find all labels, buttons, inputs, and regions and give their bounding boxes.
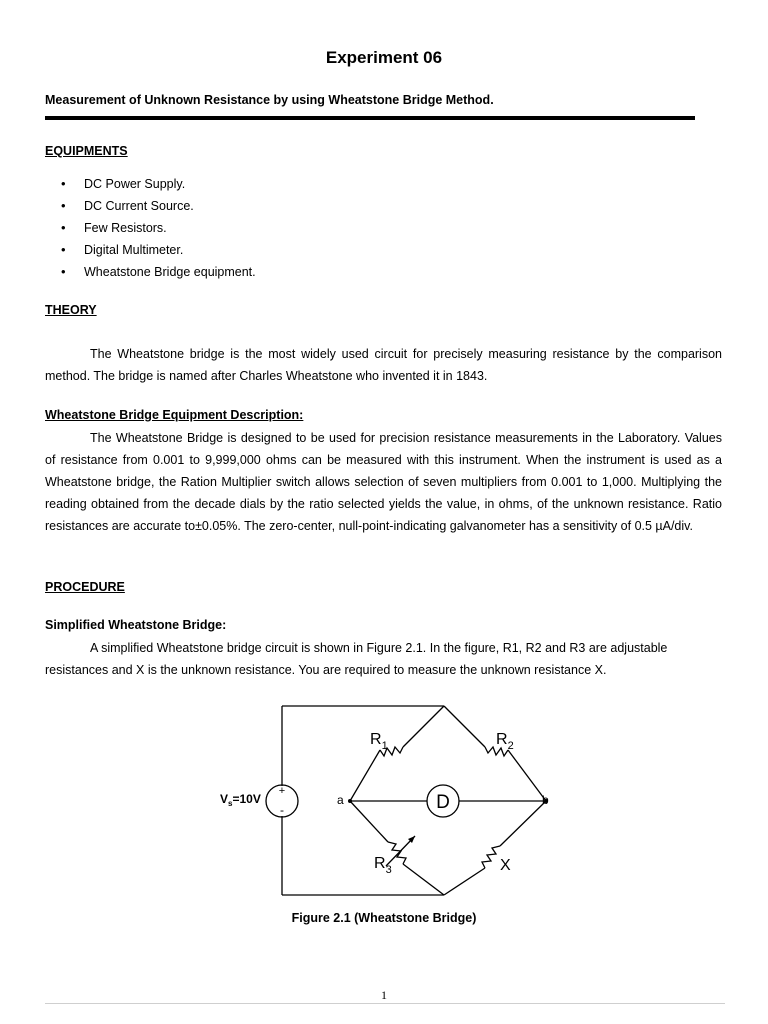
r2-subscript: 2 <box>507 740 514 752</box>
arm-r2-lower <box>508 750 546 801</box>
arm-r3-lower <box>403 864 444 895</box>
r3-subscript: 3 <box>385 864 392 876</box>
arm-r3-upper <box>350 801 388 842</box>
node-a-dot <box>348 799 352 803</box>
source-plus: + <box>278 785 286 797</box>
experiment-subtitle: Measurement of Unknown Resistance by using Wheatstone Bridge Method. <box>45 93 494 107</box>
equipments-list <box>45 173 256 283</box>
procedure-heading: PROCEDURE <box>45 580 125 594</box>
list-item: • DC Power Supply. <box>45 173 256 195</box>
source-minus: - <box>280 803 284 817</box>
resistor-r2-icon <box>485 747 508 756</box>
theory-paragraph: The Wheatstone bridge is the most widely used circuit for precisely measuring resistance by the comparison method. The bridge is named after Charles Wheatstone who invented it in 1843. <box>45 347 722 383</box>
equipments-heading: EQUIPMENTS <box>45 144 128 158</box>
theory-heading: THEORY <box>45 303 97 317</box>
equipment-description-paragraph: The Wheatstone Bridge is designed to be used for precision resistance measurements in the Laboratory. Values of resistance from 0.001 to 9,999,000 ohms can be measured with this instrument. When the instrument is used as a Wheatstone bridge, the Ration Multiplier switch allows selection of seven multipliers from 0.001 to 1,000. Multiplying the reading obtained from the decade dials by the ratio selected yields the value, in ohms, of the unknown resistance. Ratio resistances are accurate to±0.05%. The zero-center, null-point-indicating galvanometer has a sensitivity of 0.5 µA/div. <box>45 431 722 533</box>
procedure-paragraph: A simplified Wheatstone bridge circuit is shown in Figure 2.1. In the figure, R1, R2 and R3 are adjustable resistances and X is the unknown resistance. You are required to measure the unknown resistance X. <box>45 641 668 677</box>
simplified-bridge-subheading: Simplified Wheatstone Bridge: <box>45 618 227 632</box>
arm-r1-upper <box>403 706 444 747</box>
source-v-label: V <box>220 792 229 806</box>
r3-label: R <box>374 855 386 872</box>
arm-x-lower <box>444 868 485 895</box>
x-label: X <box>500 857 511 874</box>
source-v-subscript: s <box>228 799 233 808</box>
footer-line <box>45 1003 725 1004</box>
r1-label: R <box>370 731 382 748</box>
node-b-label: b <box>542 793 549 807</box>
list-item: • Few Resistors. <box>45 217 256 239</box>
svg-text:R1 <box>370 731 388 752</box>
r1-subscript: 1 <box>381 740 388 752</box>
title-rule <box>45 116 695 120</box>
experiment-title: Experiment 06 <box>325 48 443 67</box>
list-item: • Wheatstone Bridge equipment. <box>45 261 256 283</box>
list-item: • DC Current Source. <box>45 195 256 217</box>
resistor-x-icon <box>482 846 500 868</box>
detector-label: D <box>436 792 450 813</box>
svg-text:R3 <box>374 855 392 876</box>
figure-caption: Figure 2.1 (Wheatstone Bridge) <box>291 911 477 925</box>
node-a-label: a <box>337 793 344 807</box>
svg-text:Vs=10V <box>220 792 261 808</box>
wheatstone-bridge-diagram <box>200 700 580 905</box>
r2-label: R <box>496 731 508 748</box>
page-number: 1 <box>381 988 387 1002</box>
source-v-value: =10V <box>232 792 261 806</box>
svg-text:R2 <box>496 731 514 752</box>
equipment-description-heading: Wheatstone Bridge Equipment Description: <box>45 408 304 422</box>
arm-r1-lower <box>350 750 380 801</box>
list-item: • Digital Multimeter. <box>45 239 256 261</box>
arm-x-upper <box>500 801 546 846</box>
arm-r2-upper <box>444 706 485 747</box>
